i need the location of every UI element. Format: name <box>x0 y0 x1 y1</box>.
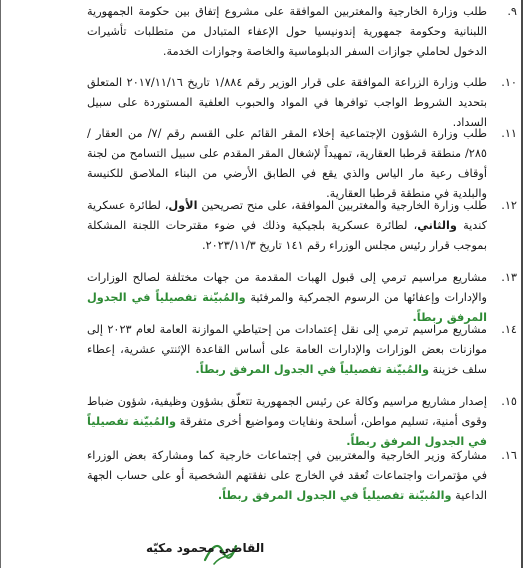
agenda-item-16 <box>87 446 517 506</box>
item-green-note: والمُبيّنة تفصيلياً في الجدول المرفق ربطاً. <box>87 415 487 448</box>
item-number: ١١. <box>501 127 517 140</box>
item-text: طلب وزارة الخارجية والمغتربين الموافقة على مشروع إتفاق بين حكومة الجمهورية اللبنانية وحكومة جمهورية إندونيسيا حول الإعفاء المتبادل من متطلبات تأشيرات الدخول لحاملي جوازات السفر الدبلوماسية والخاصة وجوازات الخدمة. <box>87 5 487 58</box>
item-number: ١٣. <box>501 271 517 284</box>
item-green-note: والمُبيّنة تفصيلياً في الجدول المرفق ربطاً. <box>217 489 452 502</box>
agenda-item-9 <box>87 2 517 62</box>
item-number: ١٥. <box>501 395 517 408</box>
item-green-note: والمُبيّنة تفصيلياً في الجدول المرفق ربطاً. <box>87 291 487 324</box>
item-bold-first: الأول <box>168 199 198 212</box>
item-green-note: والمُبيّنة تفصيلياً في الجدول المرفق ربطاً. <box>195 363 430 376</box>
item-number: ٩. <box>507 5 517 18</box>
item-number: ١٦. <box>501 449 517 462</box>
item-text: مشاركة وزير الخارجية والمغتربين في إجتماعات خارجية كما ومشاركة بعض الوزراء في مؤتمرات واجتماعات تُعقد في الخارج على نفقتهم الشخصية أو على حساب الجهة الداعية <box>87 449 487 502</box>
item-text: إصدار مشاريع مراسيم وكالة عن رئيس الجمهورية تتعلّق بشؤون وظيفية، شؤون ضباط وقوى أمنية، تسليم مواطن، أسلحة ونفايات ومواضيع أخرى متفرقة <box>87 395 487 428</box>
item-text: مشاريع مراسيم ترمي إلى نقل إعتمادات من إحتياطي الموازنة العامة لعام ٢٠٢٣ إلى موازنات بعض الوزارات والإدارات العامة على أساس القاعدة الإثنتي عشرية، إعطاء سلف خزينة <box>87 323 487 376</box>
item-text-c: ، لطائرة عسكرية بلجيكية وذلك في ضوء مقترحات اللجنة المشكلة بموجب قرار رئيس مجلس الوزراء رقم ١٤١ تاريخ ٢٠٢٣/١١/٣. <box>87 219 487 252</box>
item-bold-second: والثاني <box>417 219 457 232</box>
item-text: مشاريع مراسيم ترمي إلى قبول الهبات المقدمة من جهات مختلفة لصالح الوزارات والإدارات وإعفائها من الرسوم الجمركية والمرفئية <box>87 271 487 304</box>
item-number: ١٠. <box>501 76 517 89</box>
agenda-item-13 <box>87 268 517 328</box>
agenda-item-14 <box>87 320 517 380</box>
item-text-b: ، لطائرة عسكرية كندية <box>87 199 487 232</box>
agenda-item-15 <box>87 392 517 452</box>
item-text: طلب وزارة الشؤون الإجتماعية إخلاء المقر القائم على القسم رقم /٧/ من العقار /٢٨٥/ منطقة قرطبا العقارية، تمهيداً لإشغال المقر المقدم على سبيل التسامح من لجنة أوقاف رعية مار الياس والذي يقع في الطابق الأرضي من البناء الملاصق للكنيسة والبلدية في منطقة قرطبا العقارية. <box>87 127 487 200</box>
item-number: ١٢. <box>501 199 517 212</box>
item-text: طلب وزارة الزراعة الموافقة على قرار الوزير رقم ١/٨٨٤ تاريخ ٢٠١٧/١١/١٦ المتعلق بتحديد الشروط الواجب توافرها في المواد والحبوب العلفية المستوردة على سبيل السداد. <box>87 76 487 129</box>
item-text-a: طلب وزارة الخارجية والمغتربين الموافقة، على منح تصريحين <box>197 199 487 212</box>
item-number: ١٤. <box>501 323 517 336</box>
agenda-item-11 <box>87 124 517 204</box>
signature-name: القاضي محمود مكيّه <box>146 541 265 555</box>
agenda-item-12 <box>87 196 517 256</box>
page-border-left <box>0 0 1 568</box>
